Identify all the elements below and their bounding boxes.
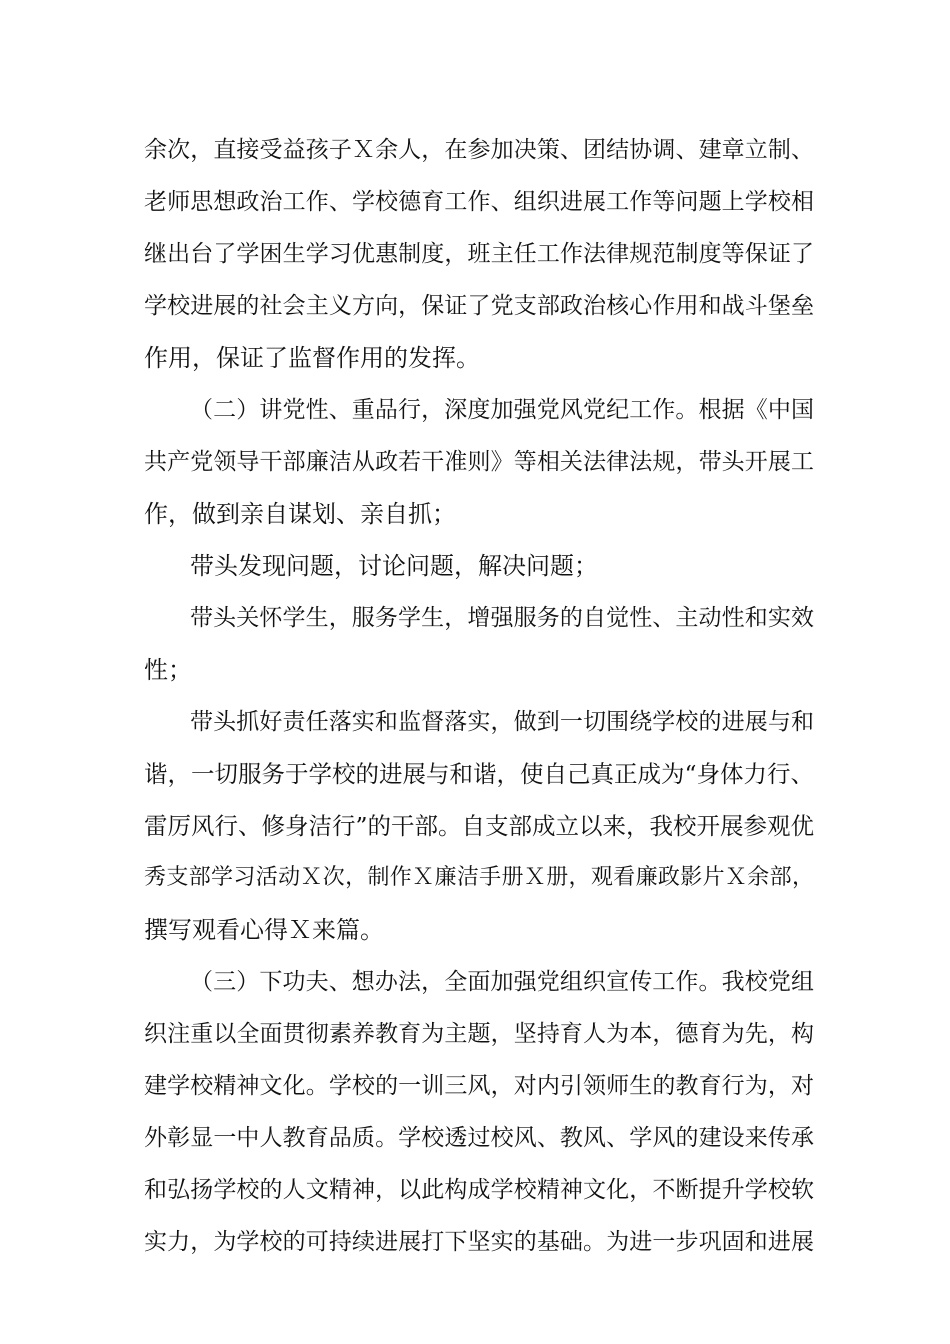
- paragraph-line: 谐，一切服务于学校的进展与和谐，使自己真正成为“身体力行、: [144, 760, 815, 788]
- paragraph-line: 作用，保证了监督作用的发挥。: [144, 344, 480, 372]
- paragraph-line: 共产党领导干部廉洁从政若干准则》等相关法律法规，带头开展工: [144, 449, 814, 475]
- paragraph-line: 建学校精神文化。学校的一训三风，对内引领师生的教育行为，对: [144, 1073, 814, 1099]
- paragraph-line: 余次，直接受益孩子Ｘ余人，在参加决策、团结协调、建章立制、: [144, 137, 814, 163]
- paragraph-line: 带头发现问题，讨论问题，解决问题；: [190, 552, 598, 580]
- paragraph-line: 带头关怀学生，服务学生，增强服务的自觉性、主动性和实效: [190, 605, 814, 631]
- paragraph-line: （三）下功夫、想办法，全面加强党组织宣传工作。我校党组: [190, 969, 814, 995]
- paragraph-line: 秀支部学习活动Ｘ次，制作Ｘ廉洁手册Ｘ册，观看廉政影片Ｘ余部，: [144, 865, 814, 890]
- paragraph-line: 继出台了学困生学习优惠制度，班主任工作法律规范制度等保证了: [144, 241, 814, 267]
- paragraph-line: 作，做到亲自谋划、亲自抓；: [144, 500, 456, 528]
- paragraph-line: 撰写观看心得Ｘ来篇。: [144, 916, 384, 944]
- paragraph-line: 雷厉风行、修身洁行”的干部。自支部成立以来，我校开展参观优: [144, 812, 815, 840]
- paragraph-line: 老师思想政治工作、学校德育工作、组织进展工作等问题上学校相: [144, 189, 814, 215]
- paragraph-line: 织注重以全面贯彻素养教育为主题，坚持育人为本，德育为先，构: [144, 1021, 814, 1047]
- paragraph-line: 学校进展的社会主义方向，保证了党支部政治核心作用和战斗堡垒: [144, 293, 814, 319]
- paragraph-line: （二）讲党性、重品行，深度加强党风党纪工作。根据《中国: [190, 397, 814, 423]
- paragraph-line: 外彰显一中人教育品质。学校透过校风、教风、学风的建设来传承: [144, 1125, 814, 1151]
- paragraph-line: 和弘扬学校的人文精神，以此构成学校精神文化，不断提升学校软: [144, 1177, 814, 1203]
- paragraph-line: 性；: [144, 656, 192, 684]
- paragraph-line: 实力，为学校的可持续进展打下坚实的基础。为进一步巩固和进展: [144, 1229, 814, 1255]
- paragraph-line: 带头抓好责任落实和监督落实，做到一切围绕学校的进展与和: [190, 709, 814, 735]
